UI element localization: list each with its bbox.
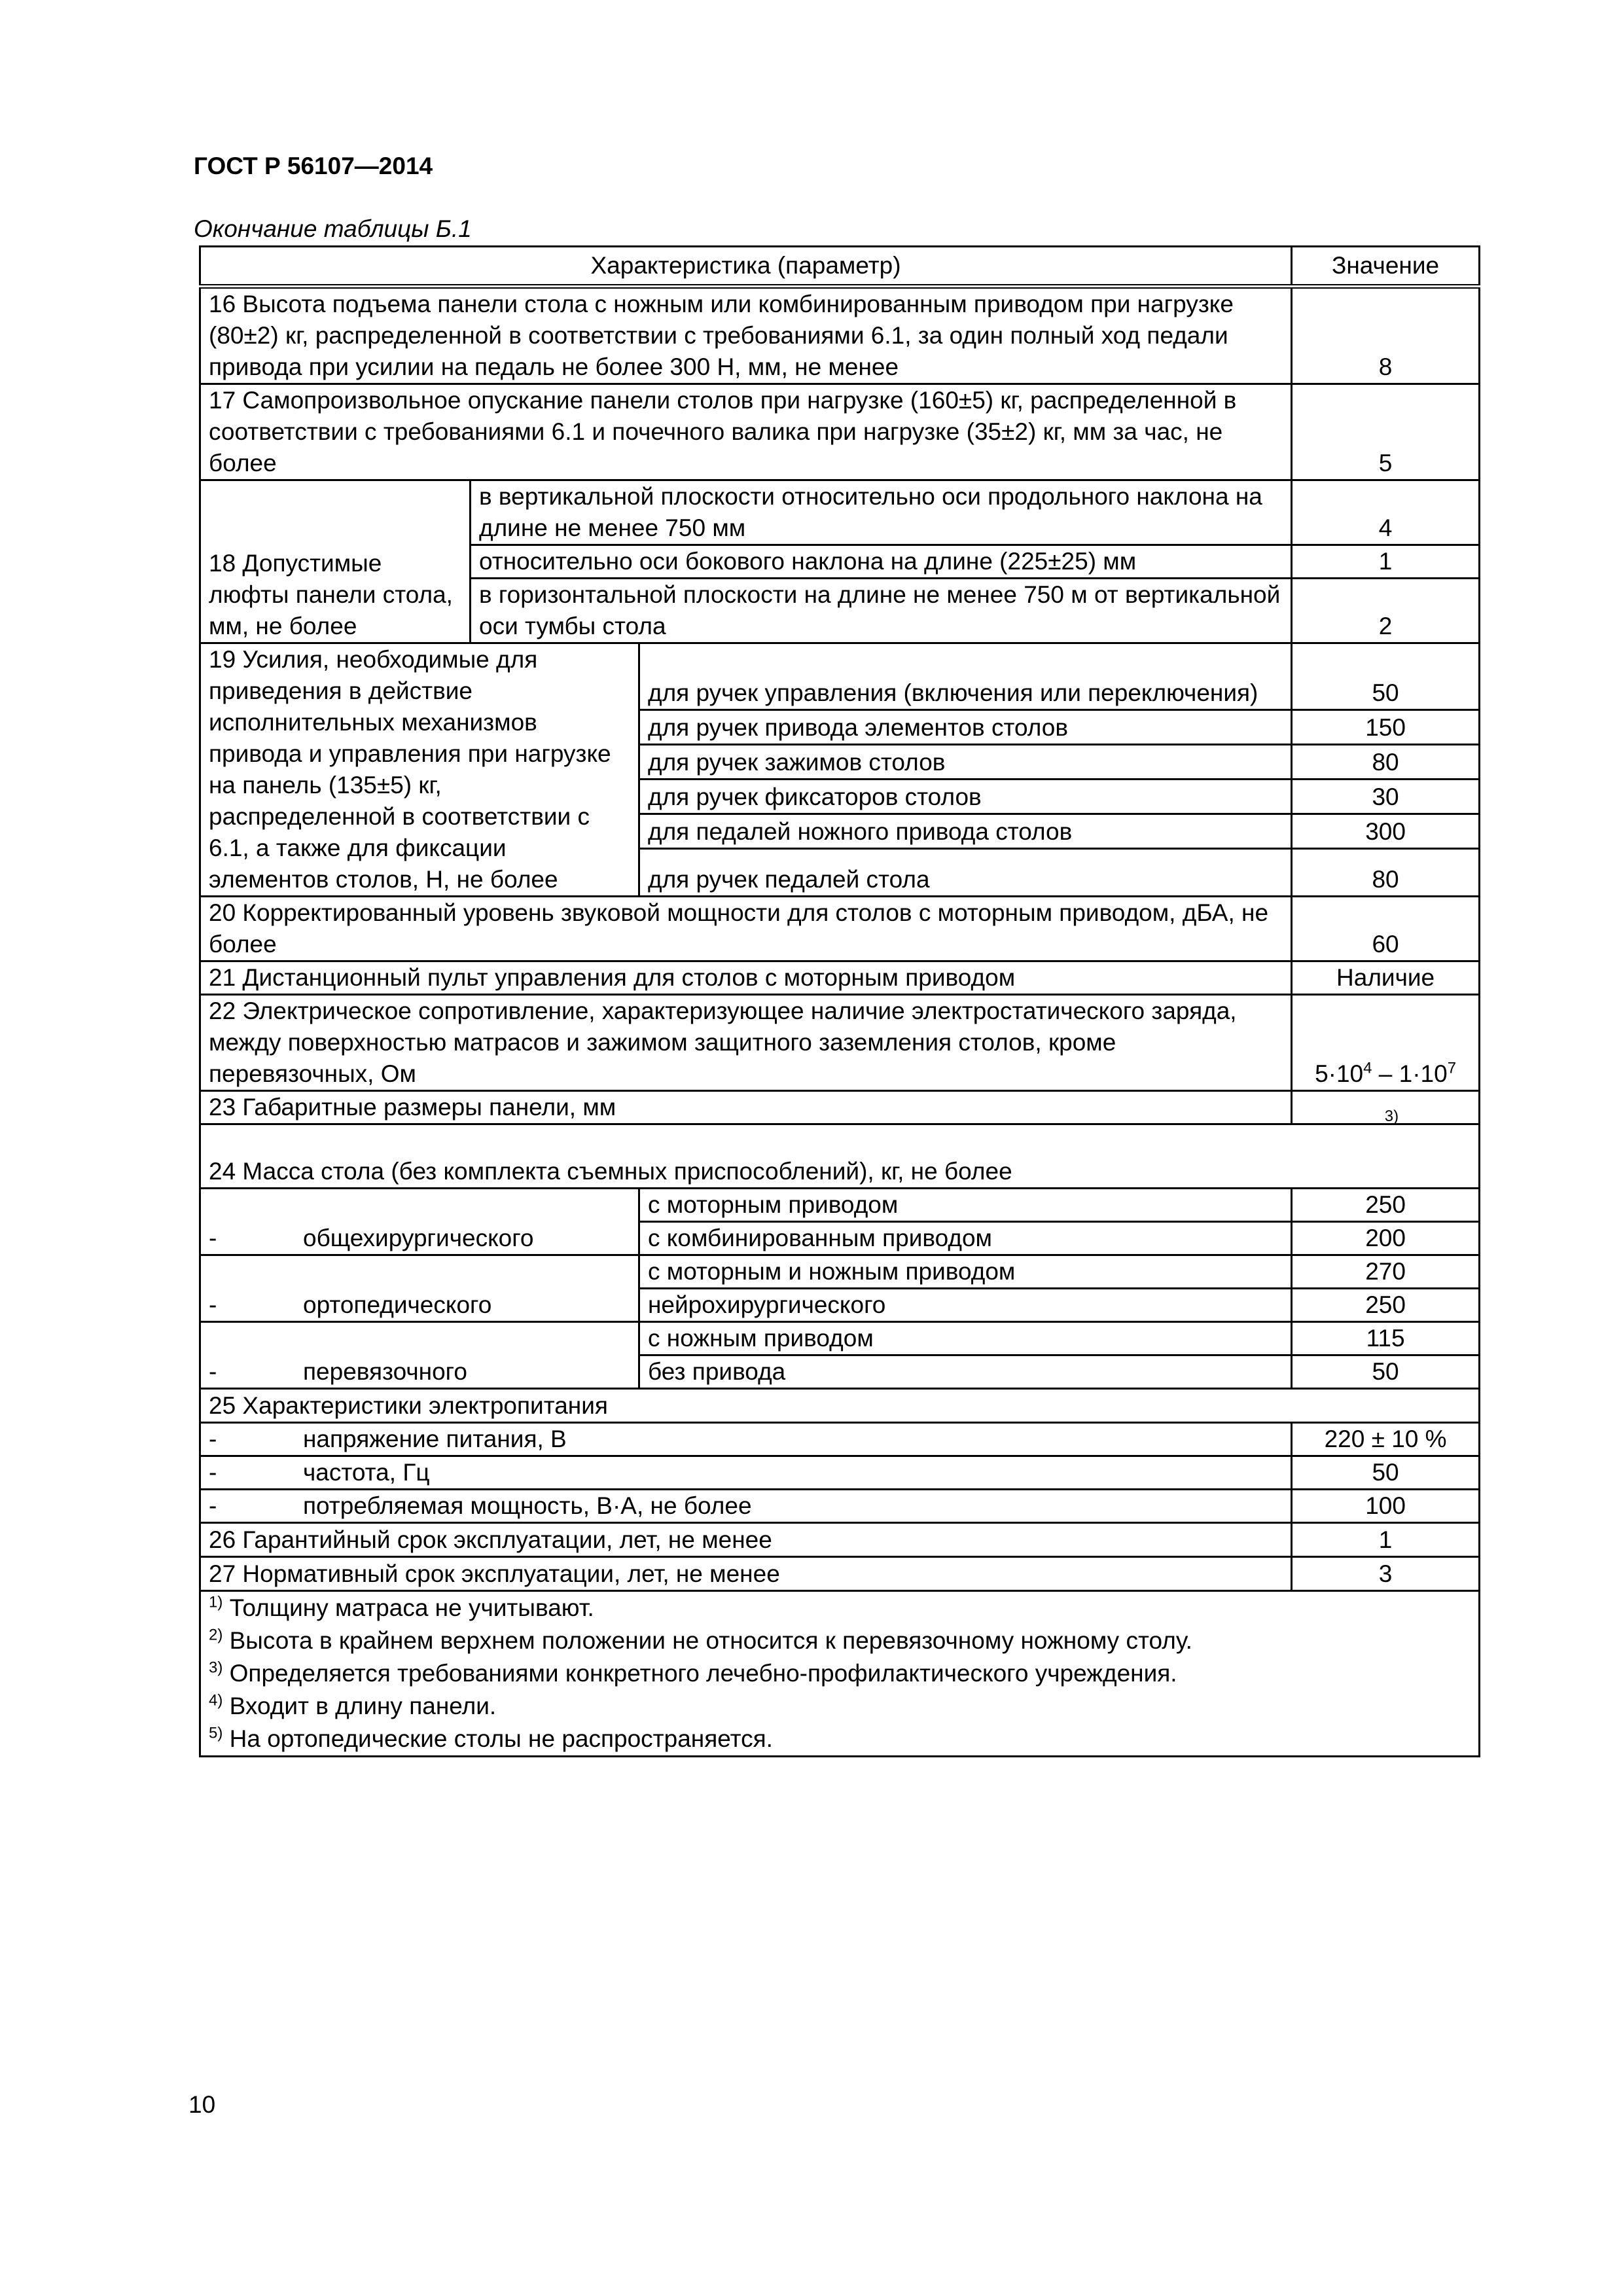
row24-drive: с ножным приводом bbox=[639, 1322, 1292, 1355]
footnote: $^{3)}$ Определяется требованиями конкретного лечебно-профилактического учреждения. bbox=[209, 1659, 1177, 1687]
row21-value: Наличие bbox=[1292, 961, 1480, 995]
row24-value: 250 bbox=[1292, 1189, 1480, 1222]
row24-text: 24 Масса стола (без комплекта съемных приспособлений), кг, не более bbox=[200, 1124, 1480, 1189]
row20-value: 60 bbox=[1292, 897, 1480, 961]
table-row bbox=[200, 480, 1480, 545]
row19-sub-value: 50 bbox=[1292, 643, 1480, 710]
table-row bbox=[200, 995, 1480, 1091]
row16-value: 8 bbox=[1292, 287, 1480, 384]
table-row bbox=[200, 1189, 1480, 1222]
row19-sub-value: 80 bbox=[1292, 744, 1480, 779]
row25-value: 50 bbox=[1292, 1456, 1480, 1490]
spec-table bbox=[199, 245, 1480, 1757]
table-row bbox=[200, 1456, 1480, 1490]
row25-item: - частота, Гц bbox=[200, 1456, 1292, 1490]
row18-sub-text: в вертикальной плоскости относительно оси продольного наклона на длине не менее 750 мм bbox=[471, 480, 1292, 545]
footnotes bbox=[200, 1591, 1480, 1757]
col-header-param: Характеристика (параметр) bbox=[200, 247, 1292, 287]
row25-item: - напряжение питания, В bbox=[200, 1423, 1292, 1456]
row22-exp2: 7 bbox=[1447, 1059, 1457, 1077]
row24-value: 200 bbox=[1292, 1222, 1480, 1255]
row18-sub-text: относительно оси бокового наклона на длине (225±25) мм bbox=[471, 545, 1292, 579]
row22-base2: 1·10 bbox=[1399, 1060, 1448, 1087]
row18-label: 18 Допустимые люфты панели стола, мм, не более bbox=[200, 480, 471, 643]
row19-sub-value: 150 bbox=[1292, 709, 1480, 744]
row25-text: 25 Характеристики электропитания bbox=[200, 1389, 1480, 1423]
row24-value: 250 bbox=[1292, 1289, 1480, 1322]
row24-group-type: - ортопедического bbox=[200, 1255, 639, 1322]
row19-sub-value: 80 bbox=[1292, 849, 1480, 897]
row24-group-type: - перевязочного bbox=[200, 1322, 639, 1389]
table-row bbox=[200, 643, 1480, 710]
row22-base1: 5·10 bbox=[1315, 1060, 1364, 1087]
row24-drive: с комбинированным приводом bbox=[639, 1222, 1292, 1255]
row23-text: 23 Габаритные размеры панели, мм bbox=[200, 1091, 1292, 1124]
row25-value: 100 bbox=[1292, 1490, 1480, 1523]
table-row bbox=[200, 1091, 1480, 1124]
row24-group-type: - общехирургического bbox=[200, 1189, 639, 1255]
row21-text: 21 Дистанционный пульт управления для столов с моторным приводом bbox=[200, 961, 1292, 995]
footnote-ref: 3) bbox=[1384, 1107, 1399, 1125]
row26-text: 26 Гарантийный срок эксплуатации, лет, не менее bbox=[200, 1523, 1292, 1557]
footnotes-row bbox=[200, 1591, 1480, 1757]
row24-value: 270 bbox=[1292, 1255, 1480, 1289]
row19-sub-text: для ручек педалей стола bbox=[639, 849, 1292, 897]
row16-text: 16 Высота подъема панели стола с ножным или комбинированным приводом при нагрузке (80±2) кг, распределенной в соответствии с требованиями 6.1, за один полный ход педали привода при усилии на педаль не более 300 Н, мм, не менее bbox=[200, 287, 1292, 384]
table-row bbox=[200, 1322, 1480, 1355]
row19-label: 19 Усилия, необходимые для приведения в действие исполнительных механизмов привода и управления при нагрузке на панель (135±5) кг, распределенной в соответствии с 6.1, а также для фиксации элементов столов, Н, не более bbox=[200, 643, 639, 897]
row22-value bbox=[1292, 995, 1480, 1091]
row19-sub-text: для ручек зажимов столов bbox=[639, 744, 1292, 779]
row24-value: 50 bbox=[1292, 1355, 1480, 1389]
row25-value: 220 ± 10 % bbox=[1292, 1423, 1480, 1456]
page-number: 10 bbox=[188, 2091, 216, 2118]
row17-value: 5 bbox=[1292, 384, 1480, 480]
footnote: $^{1)}$ Толщину матраса не учитывают. bbox=[209, 1593, 594, 1621]
table-row bbox=[200, 1523, 1480, 1557]
footnote: $^{5)}$ На ортопедические столы не распространяется. bbox=[209, 1724, 773, 1752]
row19-sub-value: 30 bbox=[1292, 780, 1480, 814]
row22-exp1: 4 bbox=[1363, 1059, 1372, 1077]
table-row bbox=[200, 1490, 1480, 1523]
row22-dash: – bbox=[1372, 1060, 1399, 1087]
row24-drive: с моторным и ножным приводом bbox=[639, 1255, 1292, 1289]
table-caption: Окончание таблицы Б.1 bbox=[194, 215, 472, 242]
row19-sub-text: для ручек привода элементов столов bbox=[639, 709, 1292, 744]
col-header-value: Значение bbox=[1292, 247, 1480, 287]
document-header: ГОСТ Р 56107—2014 bbox=[194, 152, 433, 179]
row18-sub-value: 4 bbox=[1292, 480, 1480, 545]
row18-sub-value: 2 bbox=[1292, 579, 1480, 643]
row24-drive: нейрохирургического bbox=[639, 1289, 1292, 1322]
row27-value: 3 bbox=[1292, 1557, 1480, 1591]
row19-sub-text: для ручек фиксаторов столов bbox=[639, 780, 1292, 814]
table-row bbox=[200, 1557, 1480, 1591]
row27-text: 27 Нормативный срок эксплуатации, лет, не менее bbox=[200, 1557, 1292, 1591]
row23-value bbox=[1292, 1091, 1480, 1124]
table-row bbox=[200, 1389, 1480, 1423]
row26-value: 1 bbox=[1292, 1523, 1480, 1557]
row24-drive: без привода bbox=[639, 1355, 1292, 1389]
table-row bbox=[200, 1423, 1480, 1456]
footnote: $^{2)}$ Высота в крайнем верхнем положении не относится к перевязочному ножному столу. bbox=[209, 1626, 1192, 1654]
row17-text: 17 Самопроизвольное опускание панели столов при нагрузке (160±5) кг, распределенной в соответствии с требованиями 6.1 и почечного валика при нагрузке (35±2) кг, мм за час, не более bbox=[200, 384, 1292, 480]
row18-sub-text: в горизонтальной плоскости на длине не менее 750 м от вертикальной оси тумбы стола bbox=[471, 579, 1292, 643]
footnote: $^{4)}$ Входит в длину панели. bbox=[209, 1691, 497, 1719]
table-row bbox=[200, 961, 1480, 995]
table-row bbox=[200, 897, 1480, 961]
row18-sub-value: 1 bbox=[1292, 545, 1480, 579]
row22-text: 22 Электрическое сопротивление, характеризующее наличие электростатического заряда, между поверхностью матрасов и зажимом защитного заземления столов, кроме перевязочных, Ом bbox=[200, 995, 1292, 1091]
table-row bbox=[200, 1124, 1480, 1189]
row24-drive: с моторным приводом bbox=[639, 1189, 1292, 1222]
row19-sub-value: 300 bbox=[1292, 814, 1480, 849]
row25-item: - потребляемая мощность, В·А, не более bbox=[200, 1490, 1292, 1523]
table-row bbox=[200, 1255, 1480, 1289]
table-row bbox=[200, 287, 1480, 384]
row19-sub-text: для ручек управления (включения или переключения) bbox=[639, 643, 1292, 710]
row20-text: 20 Корректированный уровень звуковой мощности для столов с моторным приводом, дБА, не более bbox=[200, 897, 1292, 961]
table-header-row bbox=[200, 247, 1480, 287]
row24-value: 115 bbox=[1292, 1322, 1480, 1355]
table-row bbox=[200, 384, 1480, 480]
row19-sub-text: для педалей ножного привода столов bbox=[639, 814, 1292, 849]
